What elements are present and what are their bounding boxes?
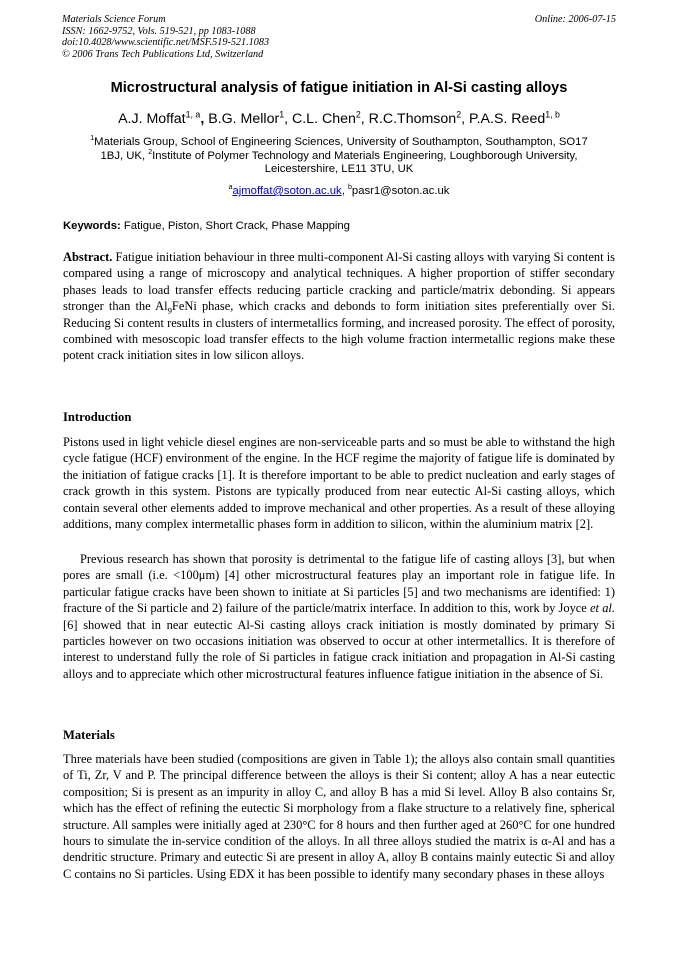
affil-sup: 2: [148, 148, 153, 156]
author-affil-sup: 1, b: [545, 109, 560, 120]
journal-copyright: © 2006 Trans Tech Publications Ltd, Switzerland: [62, 48, 264, 60]
author-affil-sup: 2: [456, 109, 462, 120]
materials-paragraph-1: Three materials have been studied (compositions are given in Table 1); the alloys also contain small quantities of Ti, Zr, V and P. The principal difference between the alloys is their Si content; alloy A has a near eutectic composition; Si is present as an impurity in alloy C, and alloy B has a mid Si level. Alloy B also contains Sr, which has the effect of refining the eutectic Si morphology from a flake structure to a relatively fine, spherical structure. All samples were initially aged at 230°C for 8 hours and then further aged at 260°C for one hundred hours to simulate the in-service condition of the alloys. In all three alloys studied the matrix is α-Al and has a dendritic structure. Primary and eutectic Si are present in alloy A, alloy B contains mainly eutectic Si and alloy C contains no Si particles. Using EDX it has been possible to identify many secondary phases in these alloys: [63, 752, 615, 881]
email-separator: ,: [341, 185, 348, 197]
abstract-label: Abstract.: [63, 250, 113, 264]
author-affil-sup: 1, a: [185, 109, 201, 120]
email-sup: a: [228, 184, 233, 192]
journal-issn: ISSN: 1662-9752, Vols. 519-521, pp 1083-1088: [62, 25, 256, 37]
author-name: R.C.Thomson: [368, 111, 457, 127]
keywords-text: Fatigue, Piston, Short Crack, Phase Mapping: [120, 220, 350, 232]
affiliation-2: Institute of Polymer Technology and Materials Engineering, Loughborough University, Leicestershire, LE11 3TU, UK: [152, 149, 578, 176]
affiliation-1: Materials Group, School of Engineering Sciences, University of Southampton, Southampton, SO17 1BJ, UK,: [94, 136, 588, 162]
italic-text: et al.: [590, 601, 615, 616]
section-heading-materials: Materials: [63, 728, 115, 742]
online-date: Online: 2006-07-15: [534, 14, 616, 25]
subscript: 9: [167, 305, 172, 316]
contact-emails: [0, 185, 678, 197]
author-name: P.A.S. Reed: [468, 111, 546, 127]
introduction-paragraph-2: [63, 551, 615, 682]
paragraph-text: [6] showed that in near eutectic Al-Si casting alloys crack initiation is mostly dominated by primary Si particles however on two occasions initiation was observed to occur at other intermetallics. It is therefore of interest to understand fully the role of Si particles in fatigue crack initiation and propagation in Al-Si casting alloys and to appreciate which other microstructural features influence fatigue initiation in the absence of Si.: [63, 617, 615, 681]
email-text: pasr1@soton.ac.uk: [351, 185, 450, 197]
author-name: B.G. Mellor: [208, 111, 280, 127]
keywords: [63, 220, 350, 232]
paragraph-text: Previous research has shown that porosity is detrimental to the fatigue life of casting alloys [3], but when pores are small (i.e. <100μm) [4] other microstructural features play an important role in fatigue life. In particular fatigue cracks have been shown to initiate at Si particles [5] and two mechanisms are identified: 1) fracture of the Si particle and 2) failure of the particle/matrix interface. In addition to this, work by Joyce: [63, 552, 615, 616]
journal-doi: doi:10.4028/www.scientific.net/MSF.519-521.1083: [62, 37, 270, 49]
author-name: C.L. Chen: [291, 111, 356, 127]
paper-title: Microstructural analysis of fatigue initiation in Al-Si casting alloys: [110, 80, 568, 96]
section-heading-introduction: Introduction: [63, 410, 132, 424]
author-affil-sup: 2: [355, 109, 361, 120]
abstract: [63, 249, 615, 364]
author-name: A.J. Moffat: [118, 111, 186, 127]
abstract-text: Fatigue initiation behaviour in three multi-component Al-Si casting alloys with varying Si content is compared using a range of microscopy and analytical techniques. A higher proportion of stiffer secondary phases leads to load transfer effects reducing particle cracking and particle/matrix debonding. Si appears stronger than the Al: [63, 250, 615, 314]
journal-header: [62, 14, 269, 60]
journal-name: Materials Science Forum: [62, 14, 166, 25]
affiliations: [84, 136, 594, 177]
email-link[interactable]: ajmoffat@soton.ac.uk: [232, 185, 342, 197]
email-sup: b: [348, 184, 352, 192]
author-list: A.J. Moffat$^{1, a}$, B.G. Mellor$^1$, C.L. Chen$^2$, R.C.Thomson$^2$, P.A.S. Reed$^{1, b}$: [118, 109, 560, 127]
affil-sup: 1: [90, 135, 95, 143]
abstract-text: FeNi phase, which cracks and debonds to form initiation sites preferentially over Si. Reducing Si content results in clusters of intermetallics forming, and increased porosity. The effect of porosity, combined with mesoscopic load transfer effects to the high volume fraction intermetallic regions make these potent crack initiation sites in low silicon alloys.: [63, 299, 615, 363]
introduction-paragraph-1: Pistons used in light vehicle diesel engines are non-serviceable parts and so must be able to withstand the high cycle fatigue (HCF) environment of the engine. In the HCF regime the majority of fatigue life is dominated by the initiation of fatigue cracks [1]. It is therefore important to be able to predict nucleation and early stages of crack growth in this system. Pistons are typically produced from near eutectic Al-Si casting alloys, which contain several other elements added to improve mechanical and other properties. As a result of these alloying additions, many complex intermetallic phases form in addition to silicon, within the aluminium matrix [2].: [63, 435, 615, 532]
author-affil-sup: 1: [279, 109, 285, 120]
keywords-label: Keywords:: [63, 220, 121, 232]
